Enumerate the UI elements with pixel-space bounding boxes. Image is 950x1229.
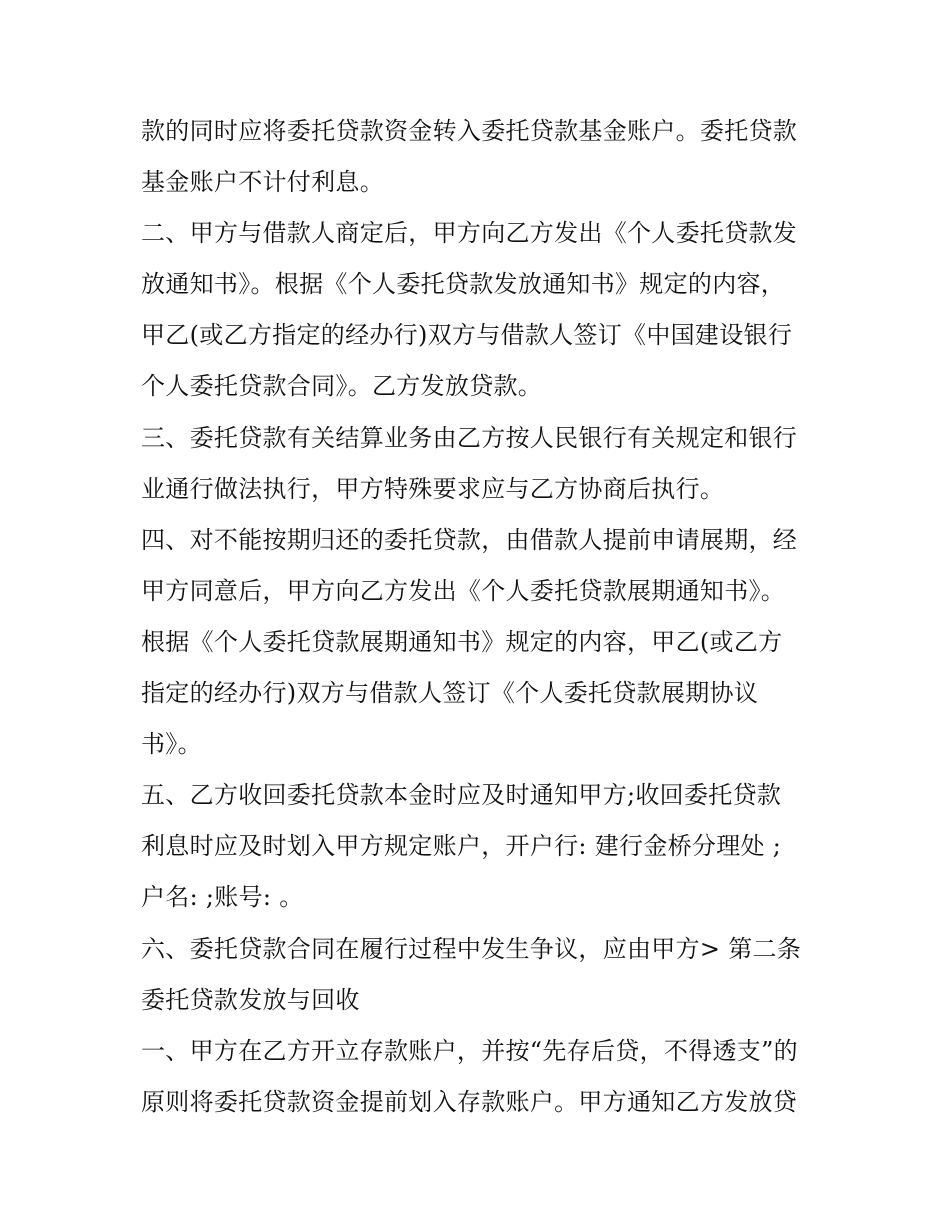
text-line: 户名: ;账号: 。 <box>141 883 304 912</box>
text-line: 五、乙方收回委托贷款本金时应及时通知甲方;收回委托贷款 <box>141 781 782 810</box>
text-line: 业通行做法执行，甲方特殊要求应与乙方协商后执行。 <box>141 474 725 503</box>
text-line: 二、甲方与借款人商定后，甲方向乙方发出《个人委托贷款发 <box>141 219 798 248</box>
document-body <box>141 106 821 1128</box>
text-line: 放通知书》。根据《个人委托贷款发放通知书》规定的内容， <box>141 270 786 299</box>
text-line: 甲乙(或乙方指定的经办行)双方与借款人签订《中国建设银行 <box>141 321 793 350</box>
text-line: 原则将委托贷款资金提前划入存款账户。甲方通知乙方发放贷 <box>141 1087 798 1116</box>
text-line: 款的同时应将委托贷款资金转入委托贷款基金账户。委托贷款 <box>141 117 798 145</box>
text-line: 六、委托贷款合同在履行过程中发生争议，应由甲方> 第二条 <box>141 934 802 963</box>
text-line: 甲方同意后，甲方向乙方发出《个人委托贷款展期通知书》。 <box>141 576 786 605</box>
text-line: 个人委托贷款合同》。乙方发放贷款。 <box>141 372 543 401</box>
text-line: 指定的经办行)双方与借款人签订《个人委托贷款展期协议 <box>141 679 759 708</box>
text-line: 四、对不能按期归还的委托贷款，由借款人提前申请展期，经 <box>141 525 798 554</box>
text-line: 委托贷款发放与回收 <box>141 985 360 1014</box>
text-line: 基金账户不计付利息。 <box>141 168 384 197</box>
text-line: 利息时应及时划入甲方规定账户，开户行: 建行金桥分理处 ; <box>141 832 782 861</box>
text-line: 书》。 <box>141 730 202 759</box>
text-line: 根据《个人委托贷款展期通知书》规定的内容，甲乙(或乙方 <box>141 627 783 656</box>
text-line: 三、委托贷款有关结算业务由乙方按人民银行有关规定和银行 <box>141 423 798 452</box>
text-line: 一、甲方在乙方开立存款账户，并按“先存后贷，不得透支”的 <box>141 1036 798 1065</box>
